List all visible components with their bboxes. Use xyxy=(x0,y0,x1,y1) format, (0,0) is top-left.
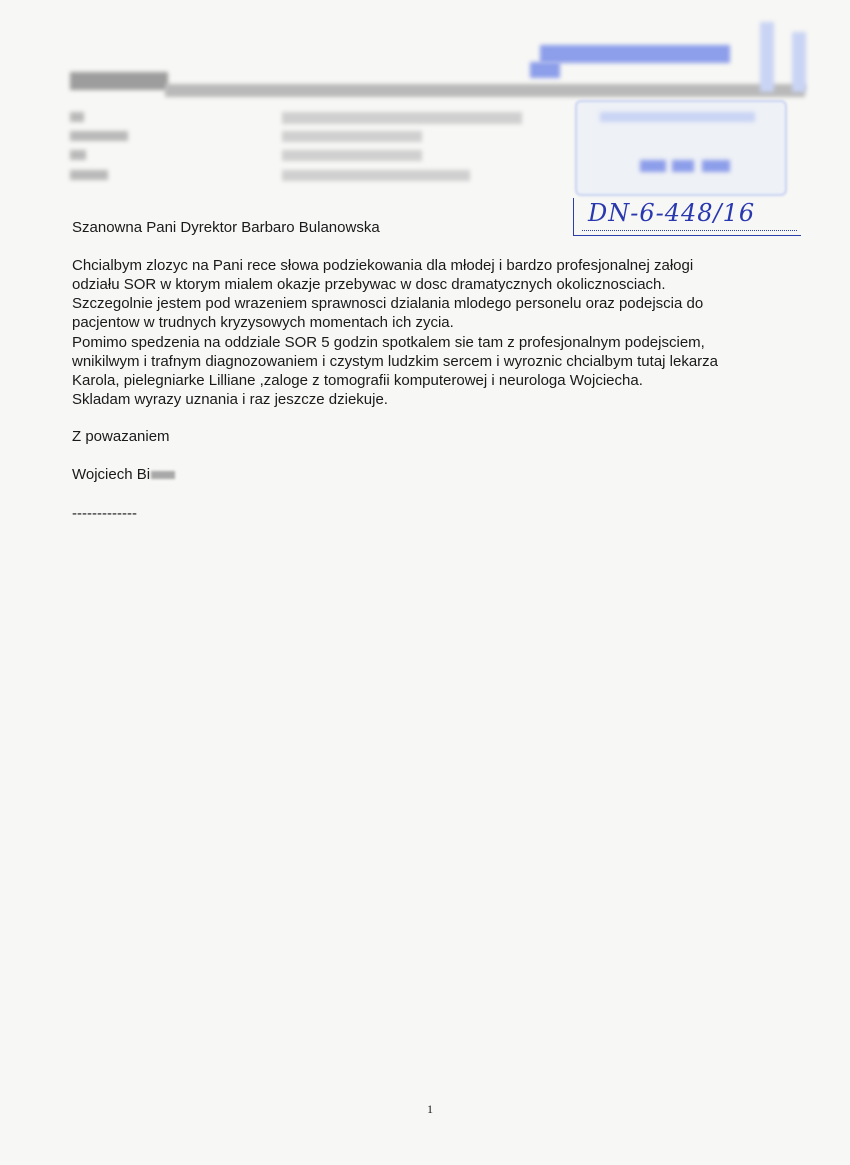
redacted-header-rule xyxy=(165,84,805,97)
redacted-stamp-date xyxy=(702,160,730,172)
redacted-stamp-line xyxy=(600,112,755,122)
redacted-stamp-tab xyxy=(760,22,774,92)
body-line: pacjentow w trudnych kryzysowych momentach ich zycia. xyxy=(72,314,454,331)
salutation: Szanowna Pani Dyrektor Barbaro Bulanowska xyxy=(72,219,380,236)
redacted-sender-name xyxy=(70,72,168,90)
redacted-stamp-heading xyxy=(540,45,730,63)
redacted-field-value xyxy=(282,131,422,142)
redacted-stamp-tab xyxy=(792,32,806,92)
body-line: odziału SOR w ktorym mialem okazje przebywac w dosc dramatycznych okolicznosciach. xyxy=(72,276,666,293)
page-number: 1 xyxy=(427,1102,433,1116)
signature xyxy=(72,466,175,485)
signature-name: Wojciech Bi xyxy=(72,466,151,483)
redacted-stamp-mark xyxy=(530,62,560,78)
redacted-stamp-date xyxy=(640,160,666,172)
redacted-field-label xyxy=(70,112,84,122)
redacted-field-value xyxy=(282,150,422,161)
redacted-field-label xyxy=(70,170,108,180)
registration-number-stamp xyxy=(573,198,801,236)
redacted-surname xyxy=(151,471,175,479)
separator: ------------- xyxy=(72,505,137,522)
body-line: Skladam wyrazy uznania i raz jeszcze dziekuje. xyxy=(72,391,388,408)
closing: Z powazaniem xyxy=(72,428,170,445)
body-line: Szczegolnie jestem pod wrazeniem sprawnosci dzialania mlodego personelu oraz podejscia do xyxy=(72,295,704,312)
body-line: Karola, pielegniarke Lilliane ,zaloge z tomografii komputerowej i neurologa Wojciecha. xyxy=(72,372,643,389)
redacted-field-label xyxy=(70,150,86,160)
redacted-stamp-date xyxy=(672,160,694,172)
body-line: wnikilwym i trafnym diagnozowaniem i czystym ludzkim sercem i wyroznic chcialbym tutaj lekarza xyxy=(72,353,719,370)
redacted-field-value xyxy=(282,112,522,124)
body-line: Pomimo spedzenia na oddziale SOR 5 godzin spotkalem sie tam z profesjonalnym podejsciem, xyxy=(72,334,705,351)
redacted-field-label xyxy=(70,131,128,141)
redacted-field-value xyxy=(282,170,470,181)
body-line: Chcialbym zlozyc na Pani rece słowa podziekowania dla młodej i bardzo profesjonalnej załogi xyxy=(72,257,694,274)
registration-number: DN-6-448/16 xyxy=(588,199,756,227)
stamp-dotted-line xyxy=(582,230,797,231)
